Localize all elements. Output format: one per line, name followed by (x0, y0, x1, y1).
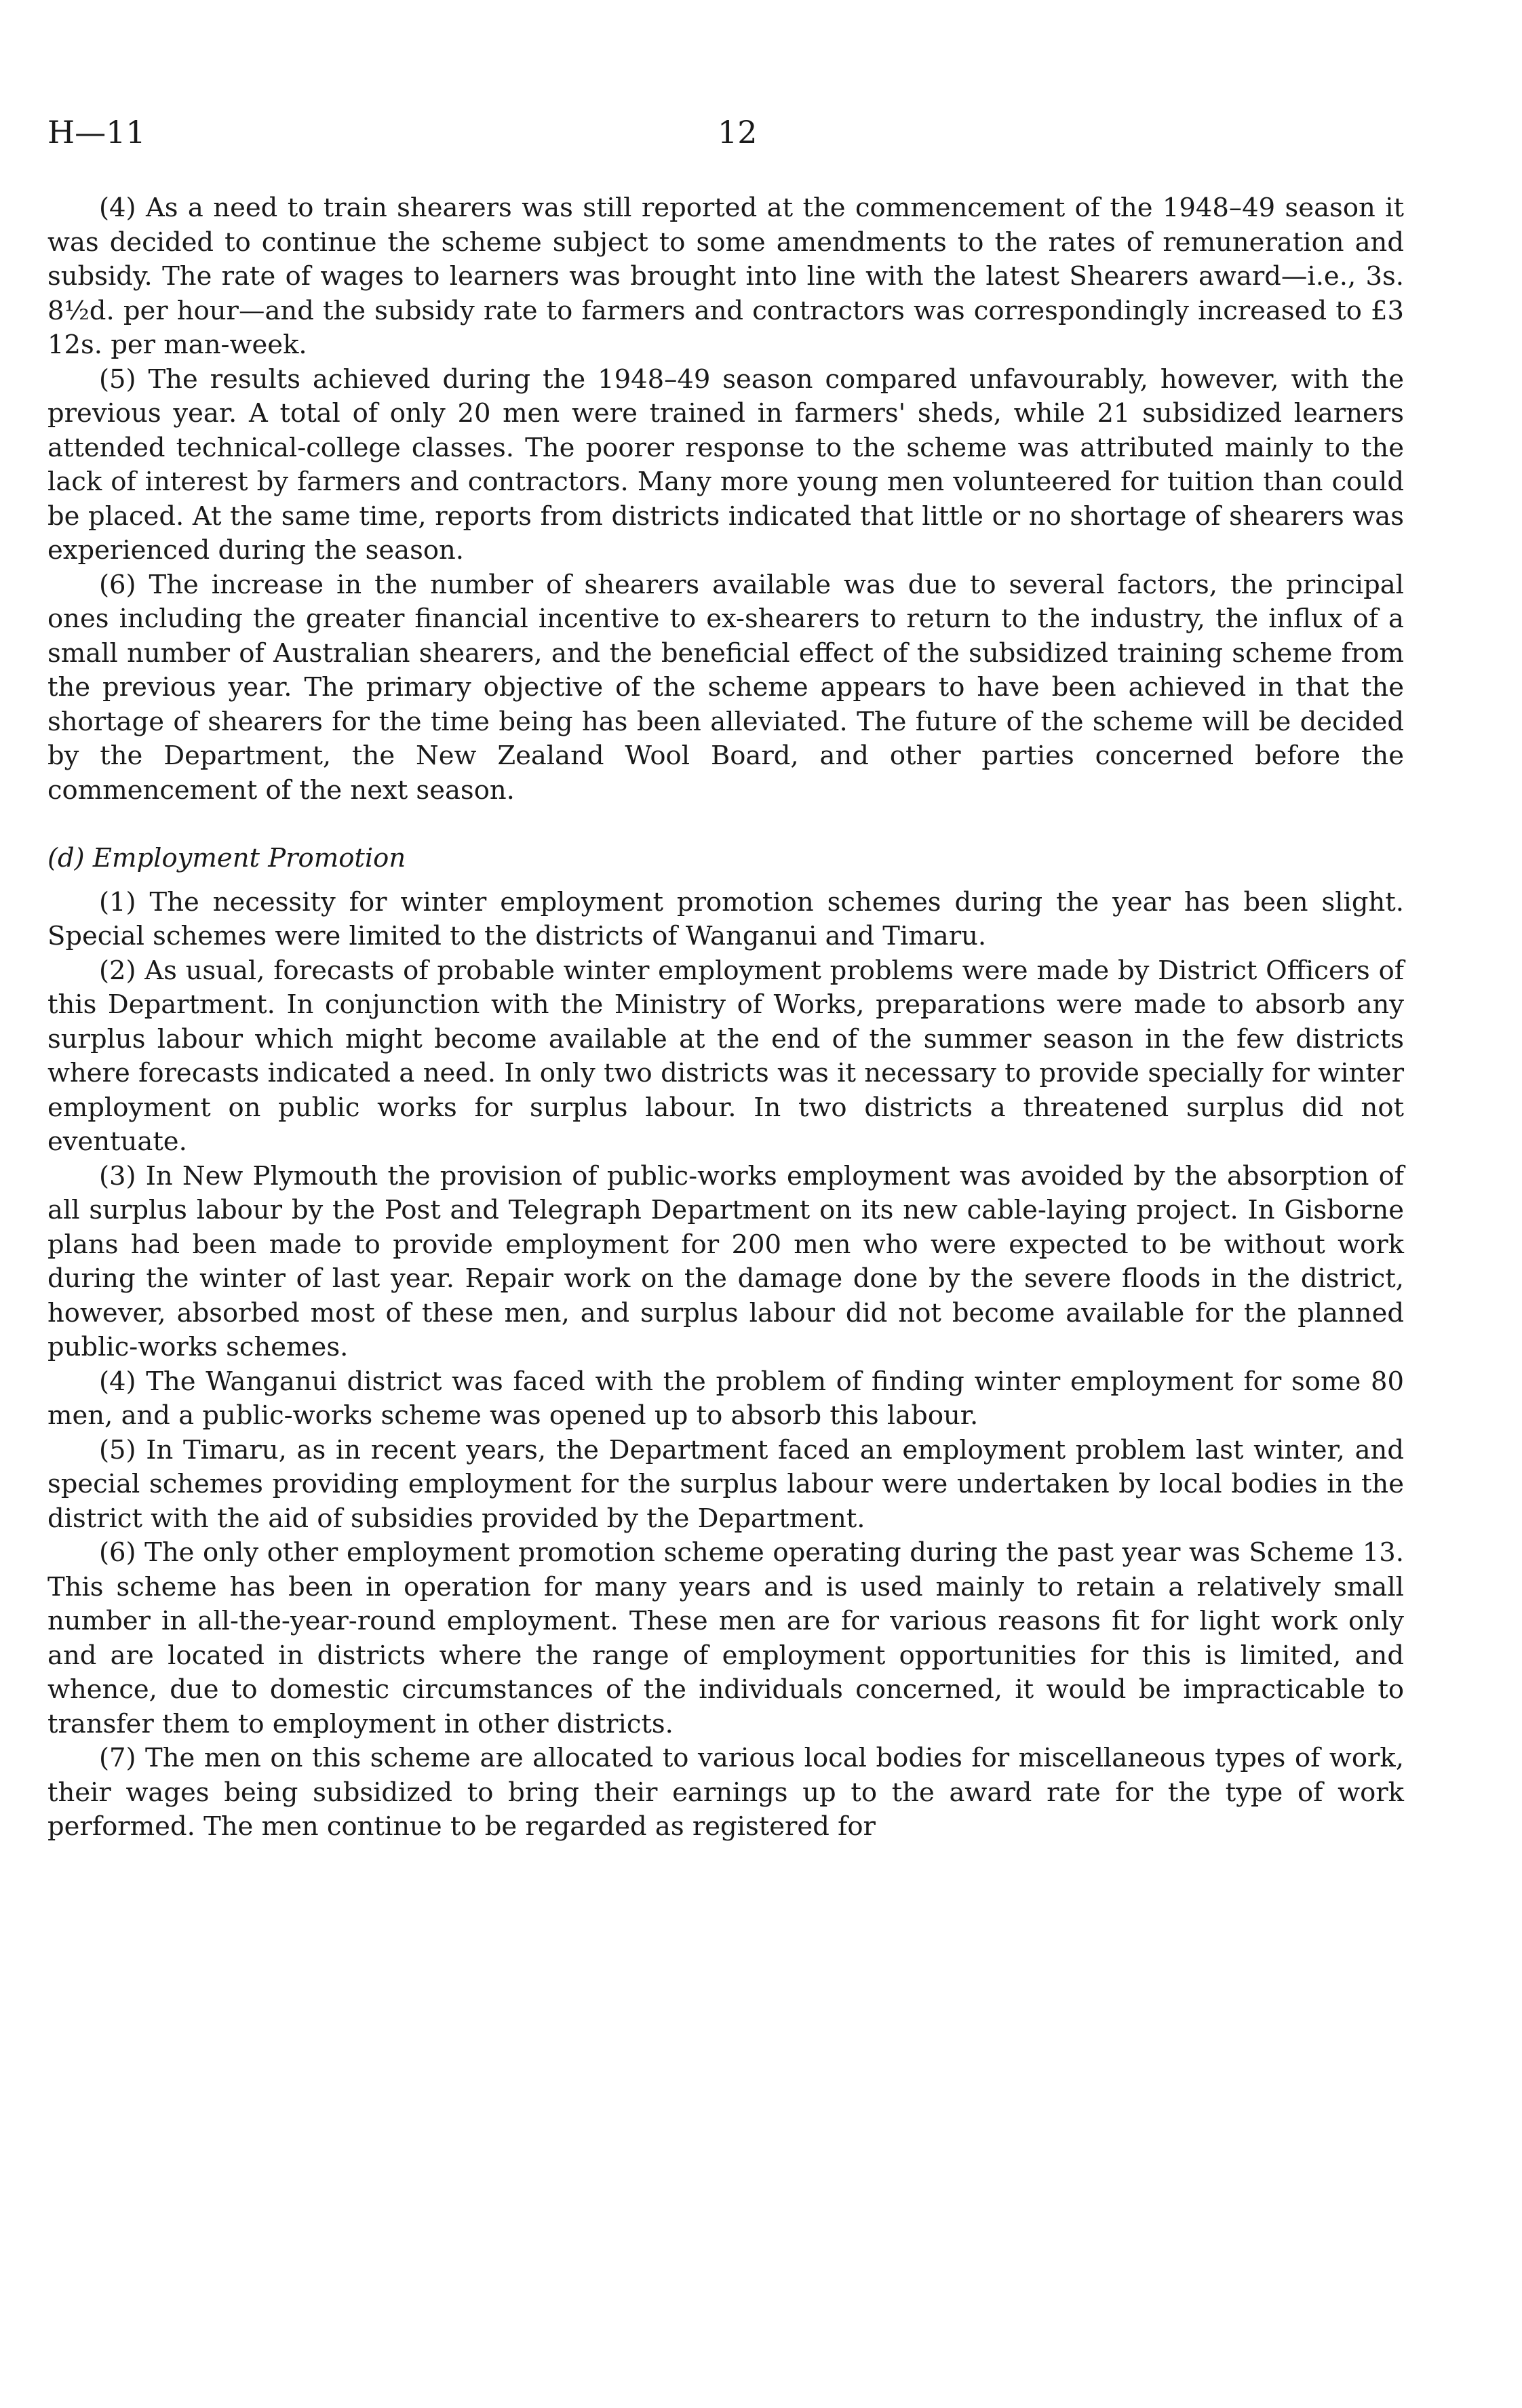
paragraph: (5) In Timaru, as in recent years, the Department faced an employment problem last winter, and special schemes providing employment for the surplus labour were undertaken by local bodies in the district with the aid of subsidies provided by the Department. (47, 1434, 1404, 1534)
paragraph: (1) The necessity for winter employment promotion schemes during the year has been slight. Special schemes were limited to the districts of Wanganui and Timaru. (47, 886, 1404, 951)
page-number: 12 (718, 114, 758, 151)
body-text (47, 191, 1404, 1844)
paragraph: (6) The only other employment promotion scheme operating during the past year was Scheme 13. This scheme has been in operation for many years and is used mainly to retain a relatively small number in all-the-year-round employment. These men are for various reasons fit for light work only and are located in districts where the range of employment opportunities for this is limited, and whence, due to domestic circumstances of the individuals concerned, it would be impracticable to transfer them to employment in other districts. (47, 1537, 1404, 1739)
paragraph: (3) In New Plymouth the provision of public-works employment was avoided by the absorption of all surplus labour by the Post and Telegraph Department on its new cable-laying project. In Gisborne plans had been made to provide employment for 200 men who were expected to be without work during the winter of last year. Repair work on the damage done by the severe floods in the district, however, absorbed most of these men, and surplus labour did not become available for the planned public-works schemes. (47, 1160, 1404, 1362)
paragraph: (5) The results achieved during the 1948–49 season compared unfavourably, however, with the previous year. A total of only 20 men were trained in farmers' sheds, while 21 subsidized learners attended technical-college classes. The poorer response to the scheme was attributed mainly to the lack of interest by farmers and contractors. Many more young men volunteered for tuition than could be placed. At the same time, reports from districts indicated that little or no shortage of shearers was experienced during the season. (47, 363, 1404, 566)
page-header (47, 114, 1404, 155)
section-heading: (d) Employment Promotion (47, 843, 406, 873)
document-code: H—11 (47, 114, 146, 151)
paragraph: (4) As a need to train shearers was still reported at the commencement of the 1948–49 season it was decided to continue the scheme subject to some amendments to the rates of remuneration and subsidy. The rate of wages to learners was brought into line with the latest Shearers award—i.e., 3s. 8½d. per hour—and the subsidy rate to farmers and contractors was correspondingly increased to £3 12s. per man-week. (47, 193, 1404, 360)
paragraph: (4) The Wanganui district was faced with the problem of finding winter employment for some 80 men, and a public-works scheme was opened up to absorb this labour. (47, 1366, 1404, 1431)
paragraph: (6) The increase in the number of shearers available was due to several factors, the principal ones including the greater financial incentive to ex-shearers to return to the industry, the influx of a small number of Australian shearers, and the beneficial effect of the subsidized training scheme from the previous year. The primary objective of the scheme appears to have been achieved in that the shortage of shearers for the time being has been alleviated. The future of the scheme will be decided by the Department, the New Zealand Wool Board, and other parties concerned before the commencement of the next season. (47, 569, 1404, 806)
paragraph: (7) The men on this scheme are allocated to various local bodies for miscellaneous types of work, their wages being subsidized to bring their earnings up to the award rate for the type of work performed. The men continue to be regarded as registered for (47, 1743, 1404, 1842)
paragraph: (2) As usual, forecasts of probable winter employment problems were made by District Officers of this Department. In conjunction with the Ministry of Works, preparations were made to absorb any surplus labour which might become available at the end of the summer season in the few districts where forecasts indicated a need. In only two districts was it necessary to provide specially for winter employment on public works for surplus labour. In two districts a threatened surplus did not eventuate. (47, 955, 1404, 1157)
